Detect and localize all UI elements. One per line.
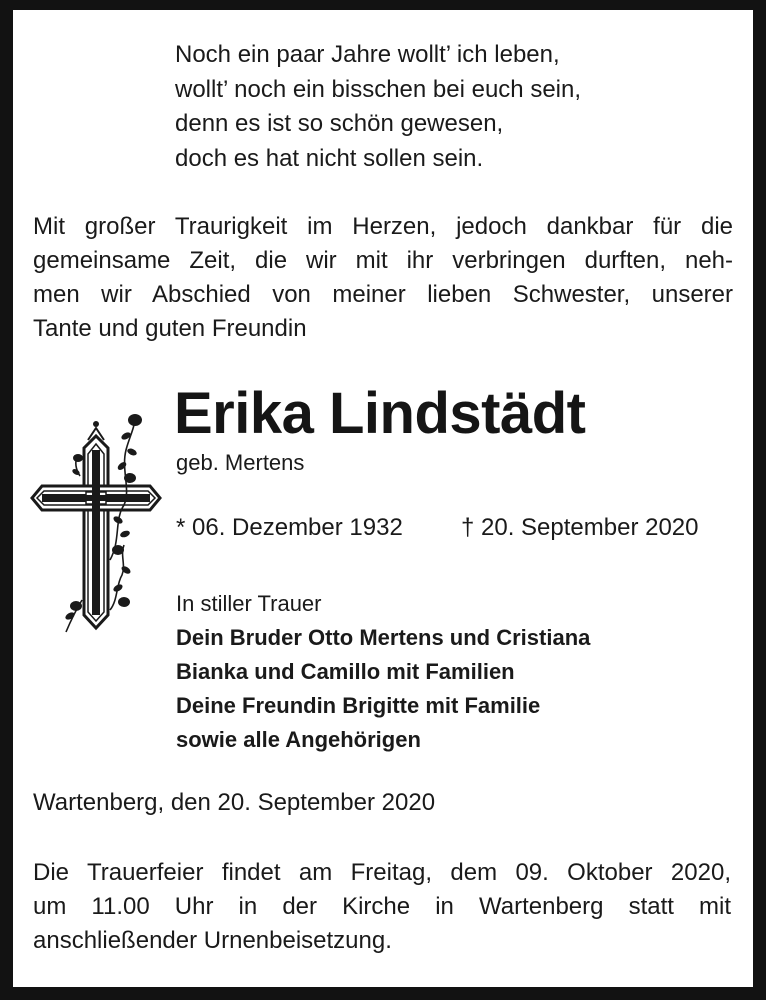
- place-date: Wartenberg, den 20. September 2020: [33, 789, 436, 816]
- intro-line: men wir Abschied von meiner lieben Schwester, unserer: [33, 281, 733, 308]
- service-line: um 11.00 Uhr in der Kirche in Wartenberg statt mit: [33, 893, 731, 920]
- mourner-line: Dein Bruder Otto Mertens und Cristiana: [176, 625, 591, 650]
- mourner-line: Bianka und Camillo mit Familien: [176, 659, 515, 684]
- poem: [175, 38, 581, 176]
- intro-line: Mit großer Traurigkeit im Herzen, jedoch dankbar für die: [33, 213, 733, 240]
- mourners-label: In stiller Trauer: [176, 591, 322, 616]
- mourners: [176, 587, 590, 757]
- mourner-line: sowie alle Angehörigen: [176, 727, 421, 752]
- intro-text: [33, 210, 733, 346]
- poem-line: Noch ein paar Jahre wollt’ ich leben,: [175, 41, 560, 68]
- service-line: anschließender Urnenbeisetzung.: [33, 927, 392, 954]
- service-line: Die Trauerfeier findet am Freitag, dem 09. Oktober 2020,: [33, 859, 731, 886]
- birth-date: * 06. Dezember 1932: [176, 514, 403, 541]
- intro-line: gemeinsame Zeit, die wir mit ihr verbringen durften, neh-: [33, 247, 733, 274]
- life-dates: [176, 514, 699, 542]
- death-date: † 20. September 2020: [461, 514, 699, 541]
- intro-line: Tante und guten Freundin: [33, 315, 307, 342]
- service-info: [33, 856, 731, 958]
- cross-with-roses-icon: [26, 410, 171, 640]
- deceased-name: Erika Lindstädt: [174, 381, 586, 446]
- poem-line: wollt’ noch ein bisschen bei euch sein,: [175, 75, 582, 103]
- poem-line: doch es hat nicht sollen sein.: [175, 144, 484, 172]
- birth-name: geb. Mertens: [176, 450, 305, 475]
- mourner-line: Deine Freundin Brigitte mit Familie: [176, 693, 541, 718]
- poem-line: denn es ist so schön gewesen,: [175, 110, 504, 137]
